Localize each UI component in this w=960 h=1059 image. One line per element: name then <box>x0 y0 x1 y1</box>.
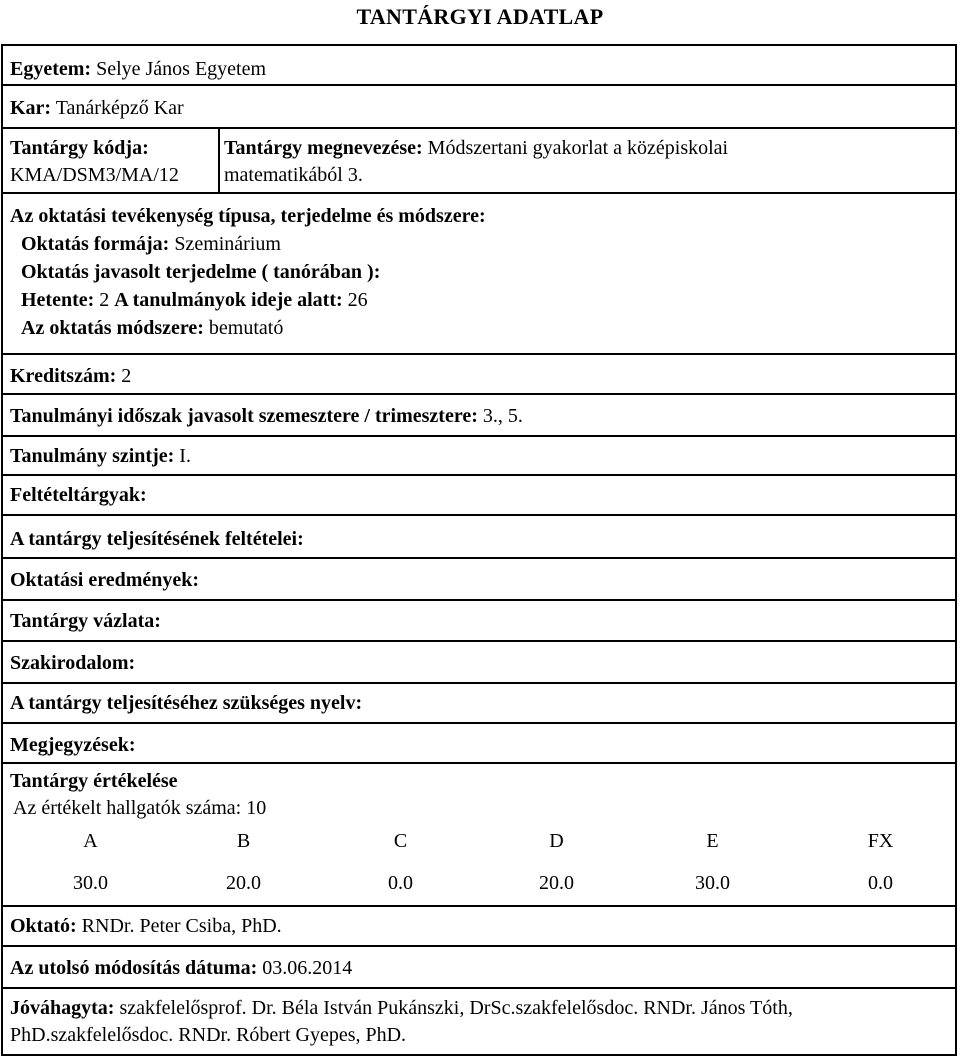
faculty-row <box>3 84 955 124</box>
value-E: 30.0 <box>695 872 730 894</box>
credits-value: 2 <box>121 365 132 387</box>
approved-row <box>3 987 955 1056</box>
notes-label: Megjegyzések: <box>10 734 136 756</box>
literature-label: Szakirodalom: <box>10 652 136 674</box>
level-label: Tanulmány szintje: <box>10 445 175 467</box>
language-row <box>3 682 955 722</box>
teaching-row <box>3 192 955 355</box>
evaluation-label: Tantárgy értékelése <box>10 770 178 792</box>
faculty-label: Kar: <box>10 97 52 119</box>
course-code-label: Tantárgy kódja: <box>10 137 149 159</box>
method-label: Az oktatás módszere: <box>21 317 204 339</box>
form-label: Oktatás formája: <box>21 233 170 255</box>
value-A: 30.0 <box>73 872 108 894</box>
weekly-value: 2 <box>99 289 110 311</box>
scope-label: Oktatás javasolt terjedelme ( tanórában ): <box>21 261 381 283</box>
university-row <box>3 56 266 83</box>
teaching-heading: Az oktatási tevékenység típusa, terjedelme és módszere: <box>10 205 486 227</box>
form-value: Szeminárium <box>174 233 281 255</box>
outcomes-label: Oktatási eredmények: <box>10 569 200 591</box>
value-C: 0.0 <box>388 872 413 894</box>
last-modified-label: Az utolsó módosítás dátuma: <box>10 957 258 979</box>
literature-row <box>3 640 955 680</box>
credits-row <box>3 353 955 393</box>
teacher-label: Oktató: <box>10 915 77 937</box>
last-modified-value: 03.06.2014 <box>262 957 353 979</box>
method-value: bemutató <box>208 317 284 339</box>
faculty-value: Tanárképző Kar <box>55 97 184 119</box>
grade-FX: FX <box>867 830 894 852</box>
conditions-row <box>3 514 955 554</box>
last-modified-row <box>3 945 955 987</box>
notes-row <box>3 722 955 762</box>
course-sheet <box>1 44 957 1056</box>
course-name-value-1: Módszertani gyakorlat a középiskolai <box>427 137 729 159</box>
grade-B: B <box>236 830 251 852</box>
grade-D: D <box>549 830 564 852</box>
outline-label: Tantárgy vázlata: <box>10 610 161 632</box>
evaluation-count: Az értékelt hallgatók száma: 10 <box>13 797 267 819</box>
prerequisites-row <box>3 474 955 514</box>
credits-label: Kreditszám: <box>10 365 117 387</box>
course-code-value: KMA/DSM3/MA/12 <box>10 164 179 186</box>
conditions-label: A tantárgy teljesítésének feltételei: <box>10 528 304 550</box>
level-row <box>3 435 955 475</box>
approved-value-2: PhD.szakfelelősdoc. RNDr. Róbert Gyepes, PhD. <box>10 1024 407 1046</box>
prerequisites-label: Feltételtárgyak: <box>10 484 147 506</box>
grade-C: C <box>393 830 408 852</box>
page-title: TANTÁRGYI ADATLAP <box>356 4 604 29</box>
semester-row <box>3 393 955 435</box>
university-label: Egyetem: <box>10 58 92 80</box>
university-value: Selye János Egyetem <box>96 58 267 80</box>
course-id-row <box>3 127 955 193</box>
course-name-label: Tantárgy megnevezése: <box>224 137 423 159</box>
semester-value: 3., 5. <box>482 405 523 427</box>
evaluation-row <box>3 762 955 905</box>
total-label: A tanulmányok ideje alatt: <box>114 289 343 311</box>
grade-A: A <box>83 830 98 852</box>
approved-value-1: szakfelelősprof. Dr. Béla István Pukánszki, DrSc.szakfelelősdoc. RNDr. János Tóth, <box>119 997 793 1019</box>
value-D: 20.0 <box>539 872 574 894</box>
language-label: A tantárgy teljesítéséhez szükséges nyelv: <box>10 692 363 714</box>
level-value: I. <box>179 445 191 467</box>
course-name-value-2: matematikából 3. <box>224 164 363 186</box>
total-value: 26 <box>347 289 368 311</box>
outline-row <box>3 599 955 639</box>
approved-label: Jóváhagyta: <box>10 997 115 1019</box>
teacher-value: RNDr. Peter Csiba, PhD. <box>81 915 282 937</box>
value-B: 20.0 <box>226 872 261 894</box>
outcomes-row <box>3 557 955 597</box>
course-name-cell <box>217 135 728 189</box>
weekly-label: Hetente: <box>21 289 95 311</box>
value-FX: 0.0 <box>868 872 893 894</box>
teacher-row <box>3 905 955 945</box>
grade-E: E <box>706 830 719 852</box>
course-code-cell <box>3 135 210 189</box>
semester-label: Tanulmányi időszak javasolt szemesztere / trimesztere: <box>10 405 478 427</box>
